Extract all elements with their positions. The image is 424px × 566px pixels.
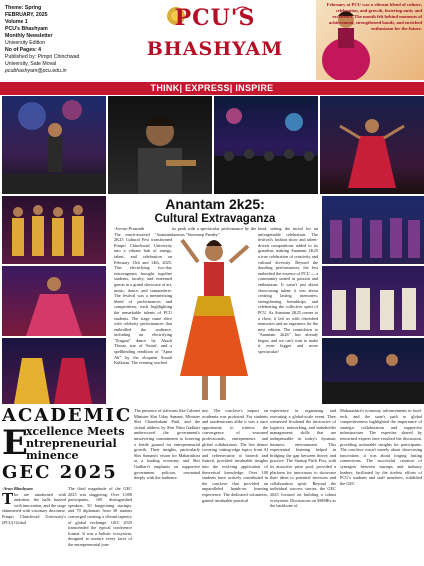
photo-performer-group <box>322 266 424 336</box>
gec-col-4 <box>202 408 268 566</box>
feature-col1-text: The much-awaited "Anantam 2K25 Cultural Fest transformed Pimpri Chinchwad University into a vibrant hub of energy, talent, and celebration on February 13th and 14th, 2025. This electrifying two-day extravaganza brought together students, faculty, and esteemed guests in a grand showcase of art, music, dance, and camaraderie. The festival was a mesmerizing blend of performances and competitions, each highlighting the remarkable talents of PCU students. The stage came alive with celebrity performances that enthralled the audience, including an electrifying "Zingaat" dance by Akash Thosar, star of 'Sairat', and a spellbinding rendition of "Apna Ali" by the eloquent Sonali Kulkarni. The evening reached <box>114 231 172 366</box>
gec-line5: GEC 2025 <box>2 462 118 483</box>
gec-lead-text: he are unadorned with ambition, the halls buzzed with innovation, and the stage shimmered with visionary discourse. Pimpri Chinchwad University's (PCU) Global <box>2 491 66 525</box>
gec-col2-text: The third magnitude of the GEC 2025 was staggering. Over 1,000 participants, 100 distinguished speakers, 50 burgeoning startups, and 70 diplomats from 38 nations converged creating a vibrant tapestry of global exchange. GEC 2025 transcended the typical conference format. It was a holistic ecosystem, designed to nurture every facet of the entrepreneurial jour- <box>68 486 132 547</box>
gec-col-2 <box>68 486 132 566</box>
gec-line2: xcellence Meets <box>26 425 125 438</box>
logo-bottom-text: BHASHYAM <box>146 38 284 60</box>
photo-group-stage <box>322 196 424 264</box>
teaser-text: February at PCU was a vibrant blend of culture, celebration, and growth, fostering unity and excellence. The month felt behind moments of achievement, strengthened bonds, and enriched enthusiasm for the future. <box>326 2 422 31</box>
feature-byline: -Jeevan Prasanth <box>114 226 145 231</box>
gec-col-5 <box>270 408 336 566</box>
photo-singer <box>108 96 212 194</box>
info-university: University, Sate Moval <box>5 61 57 67</box>
feature-col2-caption-text: its peak with a spectacular performance by the famous "Storemop Pandey" <box>172 226 256 237</box>
photo-couple-dance <box>2 338 106 404</box>
photo-band <box>322 338 424 404</box>
photo-host-on-stage <box>2 96 106 194</box>
gec-col-1 <box>2 486 66 566</box>
logo-top-text: PCU'S <box>174 5 256 31</box>
teaser-panel <box>316 0 424 80</box>
gec-col6-text: Maharashtra's economy, advancements in food-tech, and the state's path to global competitiveness highlighted the importance of strategic collaboration and supportive infrastructure. The expertise shared by renowned experts here resulted the discussion, providing actionable insights for participants. The conclave wasn't merely about showcasing innovation; it was about forging lasting connections. The successful creation of synergies between startups and industry leaders, facilitated by the tireless efforts of PCU's students and staff members, solidified the GEC <box>340 408 422 486</box>
feature-col-1 <box>114 226 172 406</box>
info-monthly: Monthly Newsletter <box>5 33 53 39</box>
tagline-text: THINK| EXPRESS| INSPIRE <box>150 83 274 93</box>
info-pages: No of Pages: 4 <box>5 47 42 53</box>
gec-col-3 <box>134 408 200 566</box>
info-email[interactable]: pcubhashyam@pcu.edu.in <box>5 68 67 74</box>
feature-col3-text: head, setting the mood for an unforgettable celebration. The festival's fashion show and talent-driven competitions added to its grandeur, making Anantam 2K25 a true celebration of creativity and cultural diversity. Beyond the dazzling performances, the fest embodied the essence of PCU — a community united in passion and enthusiasm. It wasn't just about showcasing talent; it was about creating lasting memories, strengthening friendships, and celebrating the collective spirit of PCU. As Anantam 2K25 comes to a close, it left us with cherished memories and an eagerness for the next edition. The countdown to "Anantam 2k26" has already begun, and we can't wait to make it even bigger and more spectacular! <box>258 226 318 355</box>
feature-col-3 <box>258 226 318 406</box>
photo-crowd <box>214 96 318 194</box>
masthead-info <box>5 5 123 75</box>
masthead <box>0 0 424 94</box>
tagline-bar <box>0 82 424 95</box>
feature-title-line2: Cultural Extravaganza <box>154 213 276 225</box>
info-theme: Theme: Spring <box>5 5 42 11</box>
info-publisher: Published by: Pimpri Chinchwad <box>5 54 80 60</box>
logo <box>124 2 304 78</box>
gec-line3: ntrepreneurial <box>26 437 117 450</box>
gec-line4: minence <box>26 449 79 462</box>
gec-headline <box>2 405 133 484</box>
info-name: PCU's Bhashyam <box>5 26 48 32</box>
info-edition: University Edition <box>5 40 46 46</box>
photo-dancer-solo <box>2 266 106 336</box>
photo-dancer-red <box>320 96 424 194</box>
feature-title-line1: Anantam 2k25: <box>165 196 265 212</box>
photo-group-dance <box>2 196 106 264</box>
gec-col5-text: experience in organizing and executing a global-scale event. They witnessed firsthand the intricacies of logistics, networking, and stakeholder management; skills that are indispensable in today's dynamic business environment. This experiential learning helped in bridging the gap between theory and practice. The Startup Pitch Fest, with its attractive prize pool, provided a platform for innovators to showcase their ideas to potential investors and collaboration spirit. Beyond the individual success stories, the GEC 2025 focused on building a robust ecosystem. Discussions on MSMEs as the backbone of <box>270 408 336 509</box>
gec-col4-text: ney. The conclave's impact on academia was profound. For students and academicians alike it was a once opportunity to witness the convergence of seasoned professionals, entrepreneurs and global collaborators. The live demos covering cutting-edge topics from AI and cybersecurity to biotech and fintech, provided invaluable insights into the evolving application of theoretical knowledge. Over 100 students have actively contributed in the conclave that provided an unparalleled hands-on learning experience. The dedicated volunteers, gained invaluable practical <box>202 408 268 503</box>
gec-col3-text: The presence of stalwarts like Cabinet Minister Shri Uday Samant, Minister Shri Chandrakant Patil, and the virtual address by Shri Nitin Gadkari underscored the government's unwavering commitment to fostering a fertile ground for entrepreneurial growth. Their insights, particularly Shri Samant's vision for Maharashtra as a leading economy and Shri Gadkari's emphasis on supportive government policies, resonated deeply with the audience. <box>134 408 200 481</box>
gec-drop-t: T <box>2 489 14 508</box>
gec-line1: ACADEMIC <box>2 405 133 426</box>
gec-col-6 <box>340 408 422 566</box>
feature-title <box>110 196 320 226</box>
info-date: FEBRUARY, 2025 <box>5 12 48 18</box>
gec-byline: -Arun Bhashyam <box>2 486 33 491</box>
feature-dancer-photo <box>172 226 256 406</box>
gec-drop-e: E <box>2 423 28 463</box>
info-volume: Volume 1 <box>5 19 28 25</box>
